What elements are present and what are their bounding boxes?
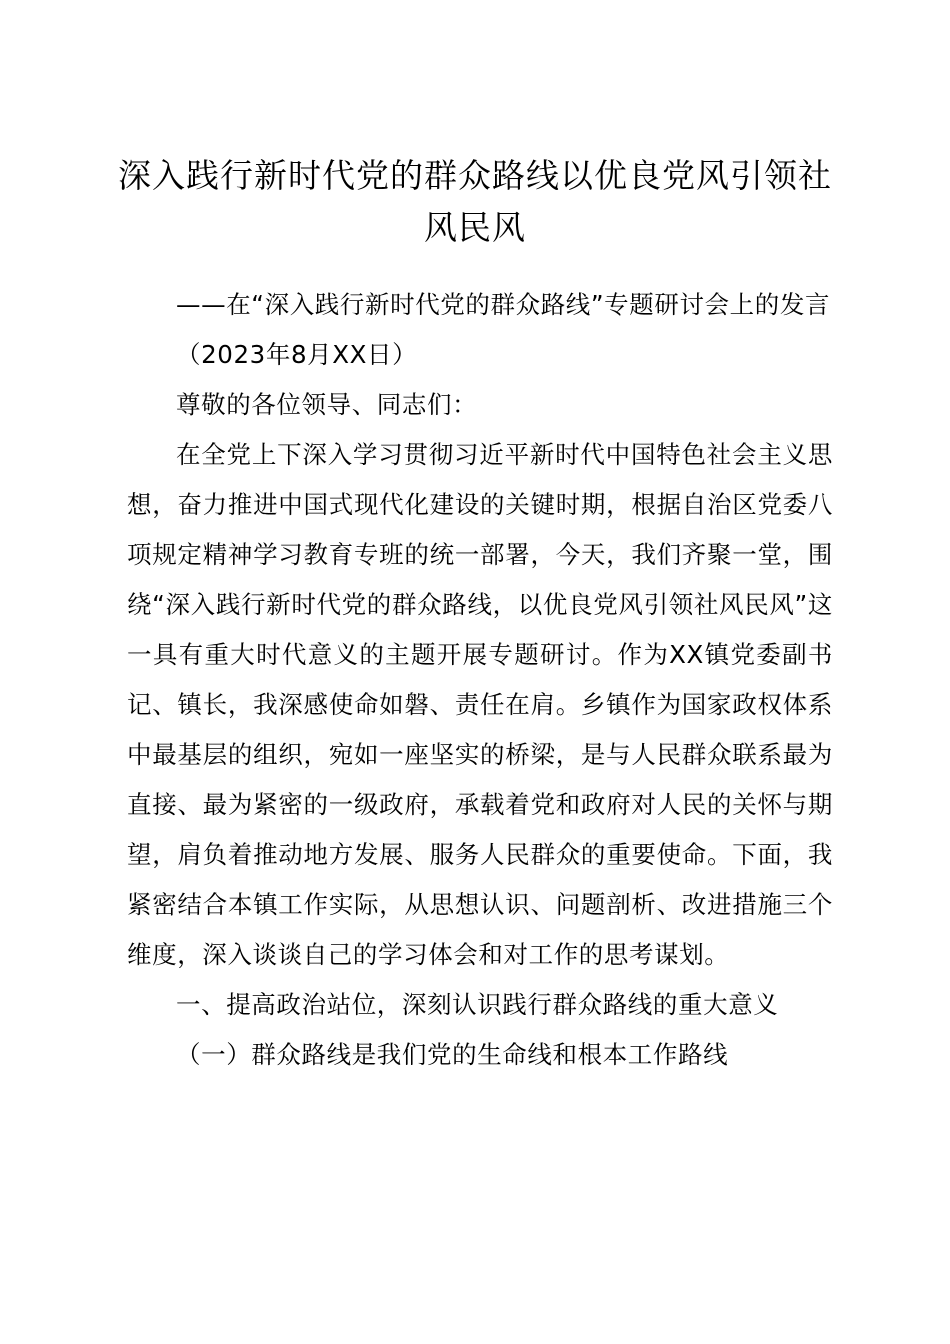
document-body <box>127 280 833 1080</box>
document-date: （2023年8月XX日） <box>176 340 418 369</box>
salutation: 尊敬的各位领导、同志们： <box>176 390 478 419</box>
intro-paragraph: 在全党上下深入学习贯彻习近平新时代中国特色社会主义思想，奋力推进中国式现代化建设的关键时期，根据自治区党委八项规定精神学习教育专班的统一部署，今天，我们齐聚一堂，围绕“深入践行新时代党的群众路线，以优良党风引领社风民风”这一具有重大时代意义的主题开展专题研讨。作为XX镇党委副书记、镇长，我深感使命如磐、责任在肩。乡镇作为国家政权体系中最基层的组织，宛如一座坚实的桥梁，是与人民群众联系最为直接、最为紧密的一级政府，承载着党和政府对人民的关怀与期望，肩负着推动地方发展、服务人民群众的重要使命。下面，我紧密结合本镇工作实际，从思想认识、问题剖析、改进措施三个维度，深入谈谈自己的学习体会和对工作的思考谋划。 <box>127 440 833 969</box>
subsection-heading: （一）群众路线是我们党的生命线和根本工作路线 <box>176 1040 729 1069</box>
document-title: 深入践行新时代党的群众路线以优良党风引领社风民风 <box>118 156 832 247</box>
section-heading: 一、提高政治站位，深刻认识践行群众路线的重大意义 <box>176 990 779 1019</box>
document-subtitle: ——在“深入践行新时代党的群众路线”专题研讨会上的发言 <box>176 290 831 319</box>
